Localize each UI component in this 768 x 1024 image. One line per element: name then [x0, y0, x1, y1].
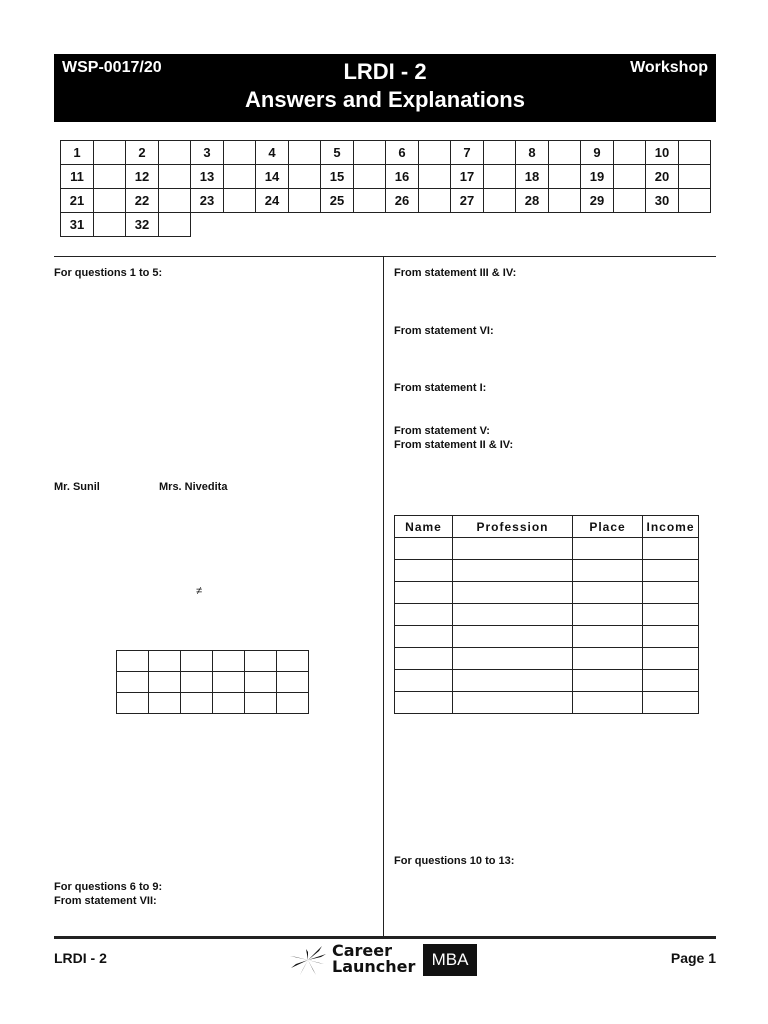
- question-number: 9: [581, 141, 614, 165]
- table-cell: [573, 582, 643, 604]
- empty-cell: [679, 213, 711, 237]
- table-cell: [453, 692, 573, 714]
- question-number: 5: [321, 141, 354, 165]
- column-divider: [383, 256, 384, 936]
- page-number: Page 1: [670, 950, 716, 966]
- empty-cell: [289, 213, 321, 237]
- statement-iii-iv-label: From statement III & IV:: [394, 267, 517, 279]
- question-number: 12: [126, 165, 159, 189]
- arrangement-cell: [213, 651, 245, 672]
- person-sunil: Mr. Sunil: [54, 481, 100, 493]
- table-cell: [395, 692, 453, 714]
- table-cell: [395, 626, 453, 648]
- table-row: [395, 670, 699, 692]
- table-cell: [453, 538, 573, 560]
- table-cell: [643, 582, 699, 604]
- table-cell: [643, 626, 699, 648]
- empty-cell: [224, 213, 256, 237]
- empty-cell: [386, 213, 419, 237]
- column-header-name: Name: [395, 516, 453, 538]
- question-number: 26: [386, 189, 419, 213]
- answer-cell: [419, 141, 451, 165]
- arrangement-cell: [277, 651, 309, 672]
- table-cell: [395, 604, 453, 626]
- table-row: [395, 538, 699, 560]
- question-number: 7: [451, 141, 484, 165]
- footer-doc-label: LRDI - 2: [54, 950, 107, 966]
- table-row: [395, 582, 699, 604]
- arrangement-row: [117, 693, 309, 714]
- arrangement-cell: [213, 693, 245, 714]
- table-cell: [573, 692, 643, 714]
- answer-cell: [614, 189, 646, 213]
- answer-grid-row: [61, 165, 711, 189]
- question-number: 29: [581, 189, 614, 213]
- question-number: 19: [581, 165, 614, 189]
- section-divider: [54, 256, 716, 257]
- not-equal-symbol: ≠: [196, 585, 203, 597]
- arrangement-cell: [245, 651, 277, 672]
- question-number: 32: [126, 213, 159, 237]
- empty-cell: [321, 213, 354, 237]
- answer-cell: [94, 213, 126, 237]
- statement-vi-label: From statement VI:: [394, 325, 494, 337]
- arrangement-cell: [245, 693, 277, 714]
- column-header-profession: Profession: [453, 516, 573, 538]
- question-number: 22: [126, 189, 159, 213]
- arrangement-cell: [117, 651, 149, 672]
- answer-cell: [224, 189, 256, 213]
- table-cell: [643, 538, 699, 560]
- table-cell: [573, 560, 643, 582]
- answer-cell: [549, 141, 581, 165]
- header-bar: [54, 54, 716, 122]
- arrangement-cell: [277, 693, 309, 714]
- profession-table: [394, 515, 699, 714]
- question-number: 6: [386, 141, 419, 165]
- arrangement-row: [117, 651, 309, 672]
- question-number: 31: [61, 213, 94, 237]
- statement-v-label: From statement V:: [394, 425, 490, 437]
- table-cell: [643, 604, 699, 626]
- answer-cell: [354, 141, 386, 165]
- table-cell: [395, 582, 453, 604]
- empty-cell: [516, 213, 549, 237]
- answer-key-grid: [60, 140, 711, 237]
- column-header-place: Place: [573, 516, 643, 538]
- arrangement-grid: [116, 650, 309, 714]
- empty-cell: [451, 213, 484, 237]
- statement-vii-label: From statement VII:: [54, 895, 157, 907]
- empty-cell: [256, 213, 289, 237]
- answer-cell: [549, 189, 581, 213]
- answer-cell: [679, 165, 711, 189]
- question-number: 14: [256, 165, 289, 189]
- table-cell: [643, 692, 699, 714]
- answer-cell: [549, 165, 581, 189]
- launcher-swirl-icon: [288, 942, 328, 978]
- answer-grid-row: [61, 141, 711, 165]
- answer-cell: [484, 141, 516, 165]
- table-cell: [573, 604, 643, 626]
- answer-cell: [159, 213, 191, 237]
- arrangement-cell: [149, 693, 181, 714]
- arrangement-cell: [245, 672, 277, 693]
- question-number: 15: [321, 165, 354, 189]
- table-cell: [573, 626, 643, 648]
- answer-cell: [614, 141, 646, 165]
- answer-cell: [224, 141, 256, 165]
- table-row: [395, 604, 699, 626]
- brand-career: Career: [332, 941, 393, 960]
- table-cell: [573, 648, 643, 670]
- table-row: [395, 692, 699, 714]
- answer-cell: [354, 165, 386, 189]
- answer-cell: [159, 141, 191, 165]
- empty-cell: [549, 213, 581, 237]
- arrangement-cell: [117, 693, 149, 714]
- question-number: 24: [256, 189, 289, 213]
- questions-6-9-heading: For questions 6 to 9:: [54, 881, 163, 893]
- document-code: WSP-0017/20: [62, 59, 162, 76]
- table-cell: [643, 560, 699, 582]
- empty-cell: [354, 213, 386, 237]
- question-number: 17: [451, 165, 484, 189]
- answer-cell: [484, 189, 516, 213]
- question-number: 4: [256, 141, 289, 165]
- question-number: 13: [191, 165, 224, 189]
- question-number: 30: [646, 189, 679, 213]
- question-number: 11: [61, 165, 94, 189]
- arrangement-cell: [181, 651, 213, 672]
- answer-cell: [679, 189, 711, 213]
- empty-cell: [646, 213, 679, 237]
- table-cell: [643, 670, 699, 692]
- table-cell: [453, 626, 573, 648]
- mba-badge: MBA: [423, 944, 477, 976]
- table-cell: [453, 648, 573, 670]
- question-number: 28: [516, 189, 549, 213]
- table-cell: [395, 560, 453, 582]
- question-number: 20: [646, 165, 679, 189]
- table-cell: [643, 648, 699, 670]
- questions-1-5-heading: For questions 1 to 5:: [54, 267, 163, 279]
- question-number: 3: [191, 141, 224, 165]
- answer-cell: [289, 141, 321, 165]
- answer-grid-row: [61, 189, 711, 213]
- answer-cell: [419, 189, 451, 213]
- arrangement-cell: [149, 651, 181, 672]
- statement-i-label: From statement I:: [394, 382, 487, 394]
- answer-cell: [419, 165, 451, 189]
- question-number: 18: [516, 165, 549, 189]
- answer-cell: [354, 189, 386, 213]
- table-row: [395, 560, 699, 582]
- arrangement-cell: [181, 693, 213, 714]
- empty-cell: [581, 213, 614, 237]
- table-cell: [453, 670, 573, 692]
- question-number: 8: [516, 141, 549, 165]
- table-cell: [395, 538, 453, 560]
- question-number: 25: [321, 189, 354, 213]
- answer-cell: [289, 165, 321, 189]
- question-number: 1: [61, 141, 94, 165]
- answer-cell: [94, 165, 126, 189]
- table-row: [395, 648, 699, 670]
- answer-grid-row: [61, 213, 711, 237]
- answer-cell: [614, 165, 646, 189]
- answer-cell: [159, 189, 191, 213]
- question-number: 21: [61, 189, 94, 213]
- questions-10-13-heading: For questions 10 to 13:: [394, 855, 515, 867]
- column-header-income: Income: [643, 516, 699, 538]
- workshop-label: Workshop: [630, 59, 708, 76]
- question-number: 16: [386, 165, 419, 189]
- empty-cell: [191, 213, 224, 237]
- empty-cell: [419, 213, 451, 237]
- answer-cell: [94, 141, 126, 165]
- question-number: 27: [451, 189, 484, 213]
- answer-cell: [224, 165, 256, 189]
- question-number: 23: [191, 189, 224, 213]
- table-cell: [573, 538, 643, 560]
- table-cell: [453, 604, 573, 626]
- answer-cell: [289, 189, 321, 213]
- brand-launcher: Launcher: [332, 957, 416, 976]
- arrangement-row: [117, 672, 309, 693]
- empty-cell: [614, 213, 646, 237]
- answer-cell: [484, 165, 516, 189]
- arrangement-cell: [277, 672, 309, 693]
- arrangement-cell: [213, 672, 245, 693]
- arrangement-cell: [117, 672, 149, 693]
- person-nivedita: Mrs. Nivedita: [159, 481, 228, 493]
- table-cell: [395, 670, 453, 692]
- footer-rule: [54, 936, 716, 939]
- table-cell: [395, 648, 453, 670]
- table-row: [395, 626, 699, 648]
- answer-cell: [679, 141, 711, 165]
- document-subtitle: Answers and Explanations: [245, 87, 525, 112]
- career-launcher-logo: [288, 942, 478, 978]
- arrangement-cell: [181, 672, 213, 693]
- question-number: 10: [646, 141, 679, 165]
- table-cell: [453, 560, 573, 582]
- question-number: 2: [126, 141, 159, 165]
- arrangement-cell: [149, 672, 181, 693]
- answer-cell: [94, 189, 126, 213]
- table-cell: [453, 582, 573, 604]
- statement-ii-iv-label: From statement II & IV:: [394, 439, 514, 451]
- empty-cell: [484, 213, 516, 237]
- document-title: LRDI - 2: [343, 59, 427, 84]
- table-cell: [573, 670, 643, 692]
- answer-cell: [159, 165, 191, 189]
